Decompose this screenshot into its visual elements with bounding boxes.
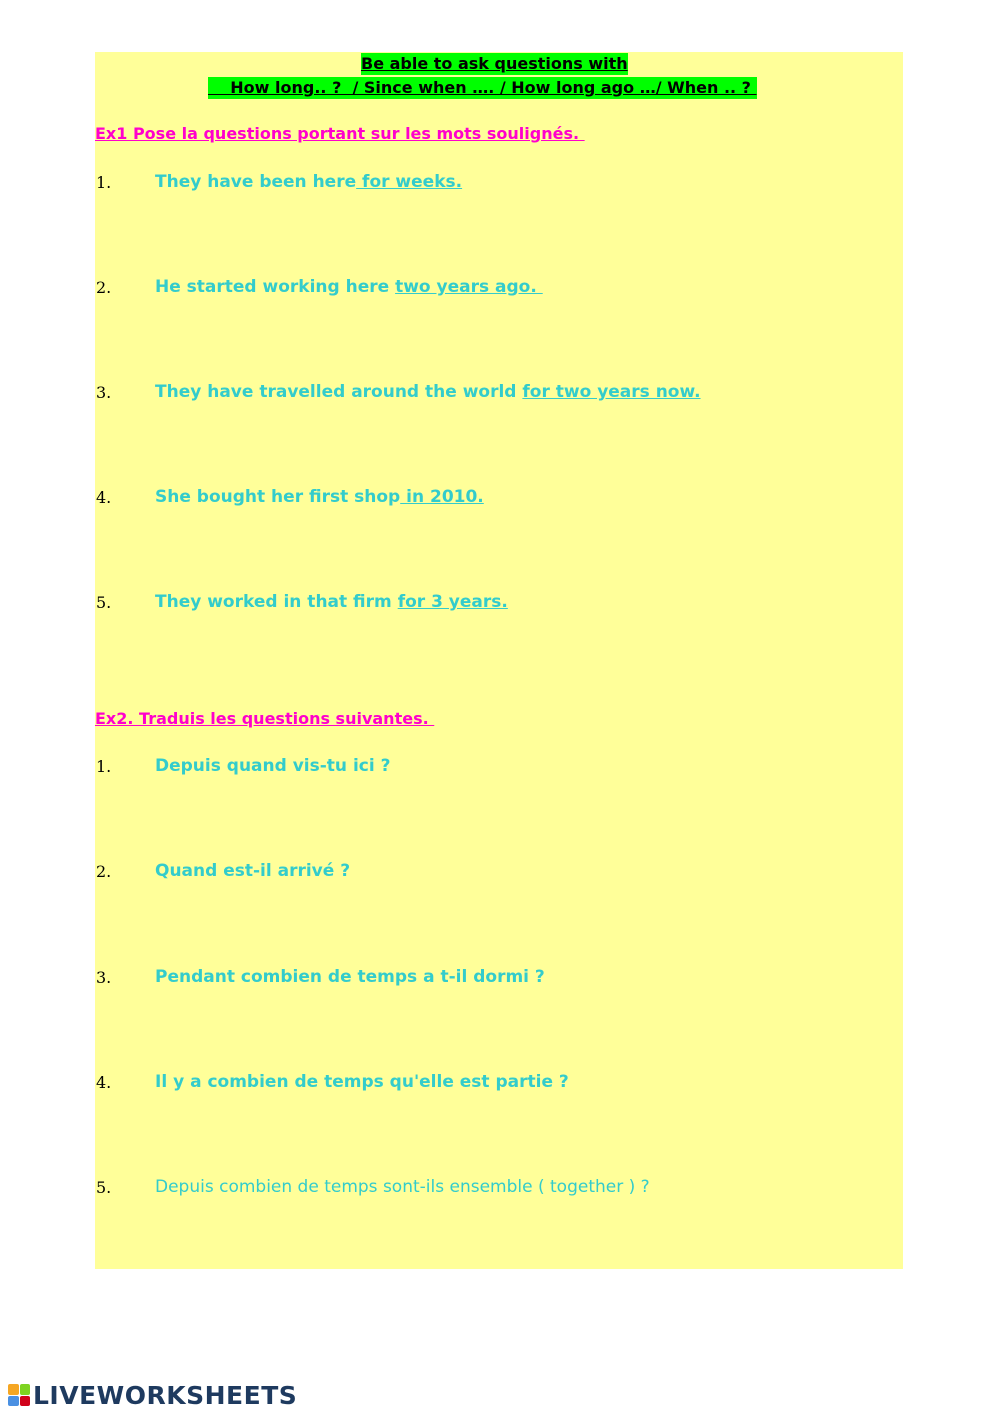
question-text	[155, 590, 508, 614]
liveworksheets-logo-icon	[8, 1384, 30, 1406]
item-number: 5.	[96, 593, 112, 612]
question-text: Depuis quand vis-tu ici ?	[155, 756, 391, 776]
item-number: 2.	[96, 278, 112, 297]
title-line-2: How long.. ? / Since when …. / How long ago …/ When .. ?	[208, 78, 757, 97]
liveworksheets-logo	[8, 1381, 297, 1409]
question-underlined: in 2010.	[400, 487, 484, 507]
worksheet	[95, 52, 903, 1269]
question-text: Depuis combien de temps sont-ils ensemble ( together ) ?	[155, 1177, 650, 1197]
question-plain: He started working here	[155, 277, 396, 297]
question-text	[155, 380, 701, 404]
question-underlined: for 3 years.	[397, 592, 508, 612]
logo-text: LIVEWORKSHEETS	[33, 1380, 298, 1410]
item-number: 3.	[96, 383, 112, 402]
question-text: Il y a combien de temps qu'elle est partie ?	[155, 1072, 569, 1092]
question-underlined: two years ago.	[395, 277, 543, 297]
title-line-1: Be able to ask questions with	[361, 54, 628, 73]
question-plain: They have been here	[155, 172, 357, 192]
question-plain: She bought her first shop	[155, 487, 401, 507]
item-number: 4.	[96, 1073, 112, 1092]
item-number: 3.	[96, 968, 112, 987]
question-plain: They worked in that firm	[155, 592, 398, 612]
question-text	[155, 275, 543, 299]
question-underlined: for two years now.	[522, 382, 701, 402]
question-text: Quand est-il arrivé ?	[155, 861, 351, 881]
question-underlined: for weeks.	[356, 172, 463, 192]
question-text	[155, 170, 462, 194]
question-text	[155, 485, 484, 509]
question-plain: They have travelled around the world	[155, 382, 523, 402]
item-number: 4.	[96, 488, 112, 507]
exercise-1-heading: Ex1 Pose la questions portant sur les mots soulignés.	[95, 124, 585, 143]
exercise-2-heading: Ex2. Traduis les questions suivantes.	[95, 709, 435, 728]
item-number: 5.	[96, 1178, 112, 1197]
item-number: 2.	[96, 862, 112, 881]
item-number: 1.	[96, 757, 112, 776]
question-text: Pendant combien de temps a t-il dormi ?	[155, 967, 545, 987]
item-number: 1.	[96, 173, 112, 192]
